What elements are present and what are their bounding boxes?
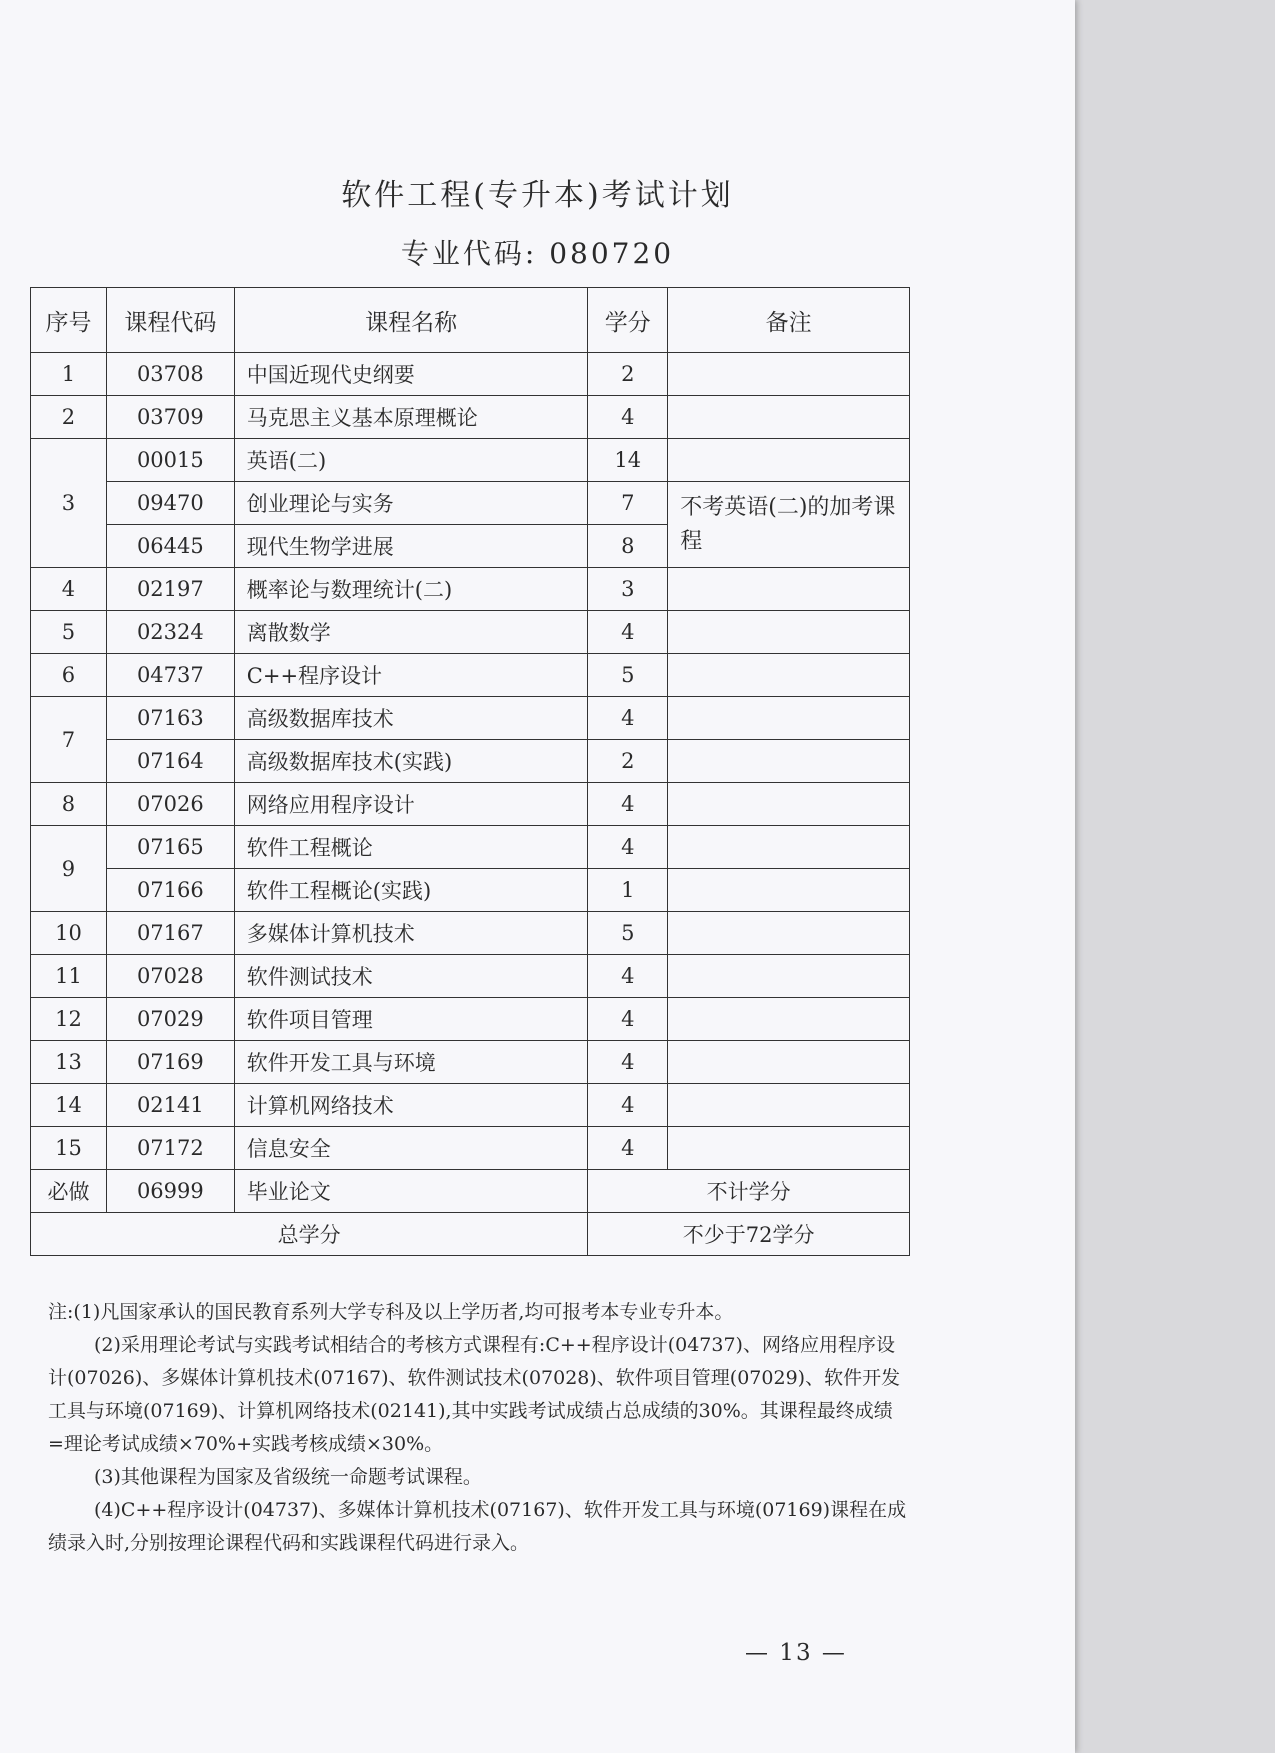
course-name: 概率论与数理统计(二) (234, 568, 588, 611)
course-name: 软件项目管理 (234, 998, 588, 1041)
major-code: 专业代码: 080720 (400, 237, 675, 270)
course-name: 中国近现代史纲要 (234, 353, 588, 396)
table-row (31, 697, 910, 740)
total-row (31, 1213, 910, 1256)
total-label: 总学分 (31, 1213, 588, 1256)
course-name: 高级数据库技术 (234, 697, 588, 740)
course-name: 马克思主义基本原理概论 (234, 396, 588, 439)
table-row (31, 912, 910, 955)
course-seq: 12 (31, 998, 107, 1041)
course-name: 软件开发工具与环境 (234, 1041, 588, 1084)
course-credit: 4 (588, 826, 668, 869)
course-name: 多媒体计算机技术 (234, 912, 588, 955)
course-name: 软件工程概论 (234, 826, 588, 869)
course-note (668, 912, 910, 955)
course-credit: 14 (588, 439, 668, 482)
table-row (31, 1127, 910, 1170)
page-number: — 13 — (745, 1640, 847, 1666)
header-seq: 序号 (31, 288, 107, 353)
course-code: 02141 (106, 1084, 234, 1127)
table-row (31, 740, 910, 783)
header-name: 课程名称 (234, 288, 588, 353)
course-code: 02197 (106, 568, 234, 611)
table-row (31, 1084, 910, 1127)
table-row (31, 396, 910, 439)
course-credit: 4 (588, 1041, 668, 1084)
course-credit: 8 (588, 525, 668, 568)
thesis-seq: 必做 (31, 1170, 107, 1213)
course-note (668, 1041, 910, 1084)
course-name: 软件工程概论(实践) (234, 869, 588, 912)
course-note (668, 1127, 910, 1170)
course-code: 07026 (106, 783, 234, 826)
header-code: 课程代码 (106, 288, 234, 353)
course-code: 07167 (106, 912, 234, 955)
course-note (668, 568, 910, 611)
thesis-row (31, 1170, 910, 1213)
exam-plan-table (30, 287, 910, 1256)
note-1: 注:(1)凡国家承认的国民教育系列大学专科及以上学历者,均可报考本专业专升本。 (48, 1301, 734, 1323)
note-3: (3)其他课程为国家及省级统一命题考试课程。 (94, 1466, 482, 1488)
course-note (668, 826, 910, 869)
course-code: 07172 (106, 1127, 234, 1170)
course-code: 07165 (106, 826, 234, 869)
course-credit: 5 (588, 654, 668, 697)
course-note (668, 1084, 910, 1127)
table-header-row (31, 288, 910, 353)
course-seq: 15 (31, 1127, 107, 1170)
course-code: 03709 (106, 396, 234, 439)
table-row (31, 783, 910, 826)
course-note (668, 697, 910, 740)
course-seq: 1 (31, 353, 107, 396)
course-seq: 4 (31, 568, 107, 611)
note-4: (4)C++程序设计(04737)、多媒体计算机技术(07167)、软件开发工具与环境(07169)课程在成绩录入时,分别按理论课程代码和实践课程代码进行录入。 (48, 1499, 907, 1554)
course-credit: 4 (588, 611, 668, 654)
course-name: 离散数学 (234, 611, 588, 654)
course-code: 07166 (106, 869, 234, 912)
course-note (668, 439, 910, 482)
thesis-name: 毕业论文 (234, 1170, 588, 1213)
notes-section (48, 1296, 908, 1560)
course-code: 06445 (106, 525, 234, 568)
course-seq: 5 (31, 611, 107, 654)
header-credit: 学分 (588, 288, 668, 353)
course-code: 03708 (106, 353, 234, 396)
course-name: 软件测试技术 (234, 955, 588, 998)
course-credit: 4 (588, 396, 668, 439)
table-row (31, 611, 910, 654)
course-credit: 4 (588, 1127, 668, 1170)
course-code: 00015 (106, 439, 234, 482)
table-row (31, 1041, 910, 1084)
course-code: 07169 (106, 1041, 234, 1084)
course-credit: 4 (588, 697, 668, 740)
course-note (668, 611, 910, 654)
course-seq: 13 (31, 1041, 107, 1084)
course-code: 09470 (106, 482, 234, 525)
course-seq: 6 (31, 654, 107, 697)
course-credit: 4 (588, 998, 668, 1041)
course-seq: 9 (31, 826, 107, 912)
course-note (668, 654, 910, 697)
course-name: 信息安全 (234, 1127, 588, 1170)
course-code: 07029 (106, 998, 234, 1041)
course-note (668, 955, 910, 998)
course-name: 高级数据库技术(实践) (234, 740, 588, 783)
course-note (668, 869, 910, 912)
course-name: C++程序设计 (234, 654, 588, 697)
table-row (31, 955, 910, 998)
course-name: 计算机网络技术 (234, 1084, 588, 1127)
course-code: 04737 (106, 654, 234, 697)
course-seq: 10 (31, 912, 107, 955)
table-row (31, 439, 910, 482)
page-title: 软件工程(专升本)考试计划 (341, 178, 734, 213)
course-note (668, 740, 910, 783)
course-code: 07163 (106, 697, 234, 740)
course-credit: 2 (588, 740, 668, 783)
total-value: 不少于72学分 (588, 1213, 910, 1256)
course-code: 02324 (106, 611, 234, 654)
course-credit: 2 (588, 353, 668, 396)
header-note: 备注 (668, 288, 910, 353)
thesis-note: 不计学分 (588, 1170, 910, 1213)
table-row (31, 568, 910, 611)
course-note (668, 353, 910, 396)
thesis-code: 06999 (106, 1170, 234, 1213)
course-credit: 4 (588, 783, 668, 826)
course-code: 07028 (106, 955, 234, 998)
course-code: 07164 (106, 740, 234, 783)
english-alt-note: 不考英语(二)的加考课程 (668, 482, 910, 568)
course-note (668, 783, 910, 826)
course-name: 网络应用程序设计 (234, 783, 588, 826)
course-credit: 7 (588, 482, 668, 525)
course-credit: 5 (588, 912, 668, 955)
course-seq: 7 (31, 697, 107, 783)
course-credit: 3 (588, 568, 668, 611)
course-seq: 14 (31, 1084, 107, 1127)
course-credit: 4 (588, 955, 668, 998)
course-note (668, 998, 910, 1041)
course-seq: 8 (31, 783, 107, 826)
course-name: 英语(二) (234, 439, 588, 482)
note-2: (2)采用理论考试与实践考试相结合的考核方式课程有:C++程序设计(04737)、网络应用程序设计(07026)、多媒体计算机技术(07167)、软件测试技术(07028)、软件项目管理(07029)、软件开发工具与环境(07169)、计算机网络技术(02141),其中实践考试成绩占总成绩的30%。其课程最终成绩=理论考试成绩×70%+实践考核成绩×30%。 (48, 1334, 901, 1455)
course-note (668, 396, 910, 439)
table-row (31, 998, 910, 1041)
course-credit: 1 (588, 869, 668, 912)
table-row (31, 869, 910, 912)
table-row (31, 353, 910, 396)
course-seq: 3 (31, 439, 107, 568)
course-seq: 11 (31, 955, 107, 998)
course-seq: 2 (31, 396, 107, 439)
course-credit: 4 (588, 1084, 668, 1127)
table-row (31, 482, 910, 525)
course-name: 现代生物学进展 (234, 525, 588, 568)
table-row (31, 654, 910, 697)
table-row (31, 826, 910, 869)
course-name: 创业理论与实务 (234, 482, 588, 525)
